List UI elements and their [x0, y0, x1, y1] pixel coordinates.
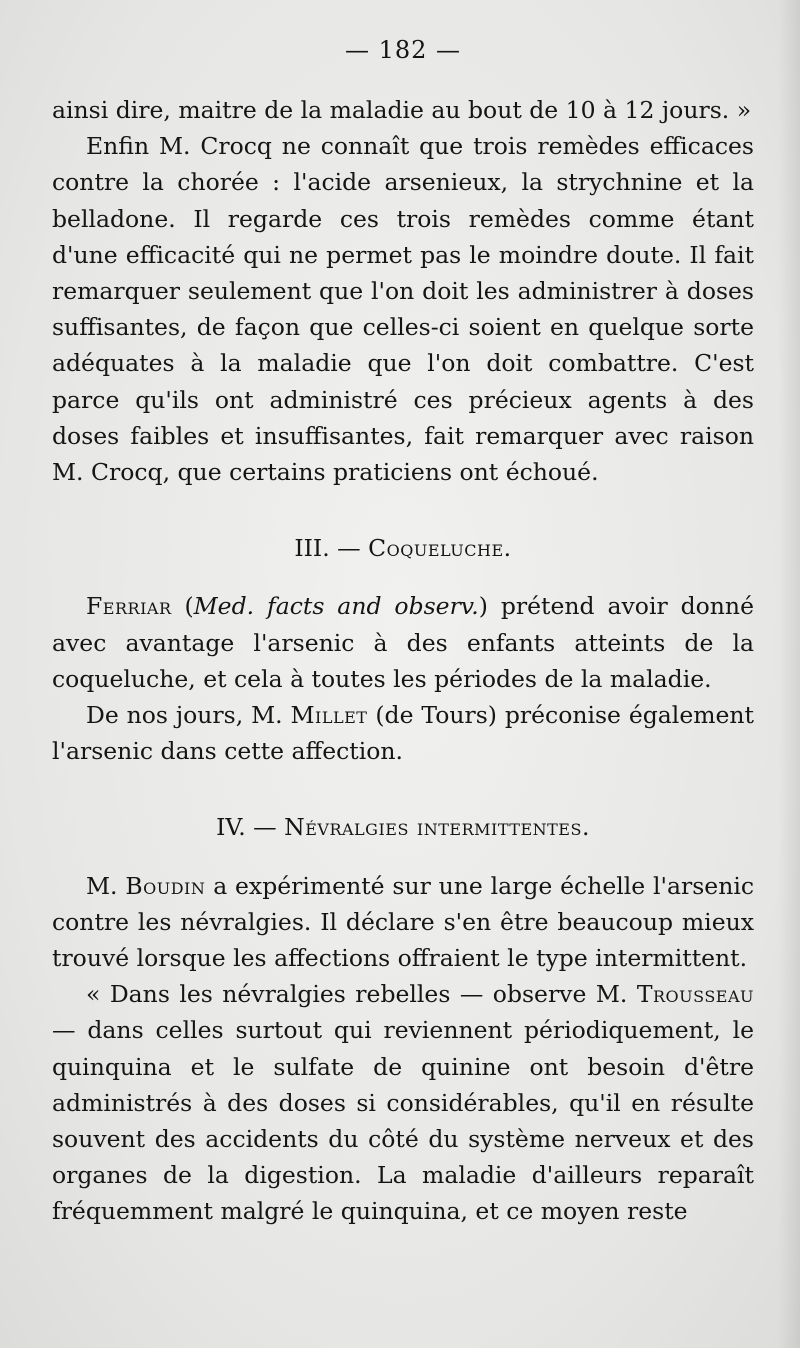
paragraph-text: — dans celles surtout qui reviennent périodiquement, le quinquina et le sulfate de quinine ont besoin d'être administrés à des doses si considérables, qu'il en résulte souvent des accidents du côté du système nerveux et des organes de la digestion. La maladie d'ailleurs reparaît fréquemment malgré le quinquina, et ce moyen reste — [52, 1016, 754, 1226]
paragraph-text: a expérimenté sur une large échelle l'arsenic contre les névralgies. Il déclare s'en être beaucoup mieux trouvé lorsque les affections offraient le type intermittent. — [52, 871, 754, 973]
section-heading-nevralgies — [52, 809, 754, 845]
paragraph-boudin — [52, 868, 754, 977]
section-dash: — — [337, 534, 361, 563]
paren-open: ( — [184, 592, 194, 621]
author-name: Boudin — [125, 871, 206, 900]
source-citation: Med. facts and observ. — [193, 592, 479, 621]
paragraph-continuation: ainsi dire, maitre de la maladie au bout de 10 à 12 jours. » — [52, 96, 752, 124]
section-title: Coqueluche. — [368, 534, 512, 563]
page-number: — 182 — — [344, 36, 462, 64]
section-numeral: III. — [294, 534, 330, 563]
paragraph-trousseau — [52, 976, 754, 1229]
section-numeral: IV. — [216, 813, 246, 842]
paragraph-text: (de Tours) préconise également l'arsenic dans cette affection. — [52, 701, 754, 766]
author-name: Millet — [290, 701, 368, 730]
page-edge-shadow — [778, 0, 800, 1348]
paragraph-ferriar — [52, 588, 754, 697]
paragraph-text: M. — [86, 871, 126, 900]
section-title: Névralgies intermittentes. — [284, 813, 590, 842]
section-heading-coqueluche — [52, 530, 754, 566]
paragraph-text: De nos jours, M. — [86, 701, 291, 730]
author-name: Trousseau — [636, 980, 754, 1009]
paragraph-millet — [52, 697, 754, 769]
author-name: Ferriar — [86, 592, 172, 621]
paragraph-crocq: Enfin M. Crocq ne connaît que trois remèdes efficaces contre la chorée : l'acide arsenieux, la strychnine et la belladone. Il regarde ces trois remèdes comme étant d'une efficacité qui ne permet pas le moindre doute. Il fait remarquer seulement que l'on doit les administrer à doses suffisantes, de façon que celles-ci soient en quelque sorte adéquates à la maladie que l'on doit combattre. C'est parce qu'ils ont administré ces précieux agents à des doses faibles et insuffisantes, fait remarquer avec raison M. Crocq, que certains praticiens ont échoué. — [52, 132, 754, 487]
section-dash: — — [253, 813, 277, 842]
paragraph-text: ) prétend avoir donné avec avantage l'arsenic à des enfants atteints de la coqueluche, et cela à toutes les périodes de la maladie. — [52, 592, 754, 693]
paragraph-text: « Dans les névralgies rebelles — observe M. — [86, 980, 637, 1009]
page-text-block — [52, 30, 754, 1230]
